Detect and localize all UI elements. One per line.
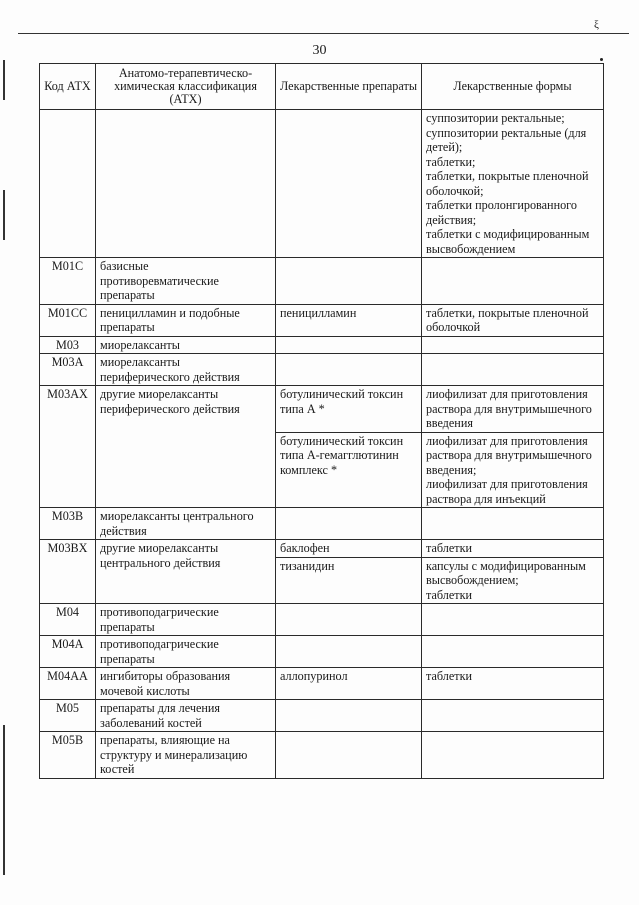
atx-class bbox=[96, 304, 276, 336]
drug-name bbox=[276, 508, 422, 540]
atx-code: M03A bbox=[40, 354, 96, 386]
class-line: препараты bbox=[100, 651, 155, 666]
form-line: таблетки, покрытые пленочной bbox=[426, 305, 589, 320]
header-code: Код АТХ bbox=[40, 64, 96, 110]
drug-line: тизанидин bbox=[280, 558, 335, 573]
form-line: таблетки пролонгированного bbox=[426, 198, 577, 212]
form-line: оболочкой bbox=[426, 320, 481, 334]
table-row bbox=[40, 508, 604, 540]
dosage-forms bbox=[422, 386, 604, 433]
margin-mark-top bbox=[3, 60, 5, 100]
dosage-forms bbox=[422, 700, 604, 732]
drug-line: ботулинический токсин bbox=[280, 387, 404, 401]
margin-mark-bottom bbox=[3, 725, 5, 875]
form-line: раствора для внутримышечного bbox=[426, 401, 592, 416]
table-header-row bbox=[40, 64, 604, 110]
atx-class bbox=[96, 732, 276, 779]
form-line: введения; bbox=[426, 462, 477, 477]
table-row bbox=[40, 336, 604, 354]
page-number: 30 bbox=[312, 43, 327, 58]
class-line bbox=[100, 111, 271, 126]
drug-name bbox=[276, 557, 422, 604]
drug-name bbox=[276, 604, 422, 636]
form-line bbox=[426, 509, 599, 524]
table-row bbox=[40, 354, 604, 386]
header-forms: Лекарственные формы bbox=[422, 64, 604, 110]
class-line: препараты bbox=[100, 619, 155, 634]
table-row bbox=[40, 258, 604, 305]
atx-class bbox=[96, 508, 276, 540]
atx-code: M04AA bbox=[40, 668, 96, 700]
atx-code: M04 bbox=[40, 604, 96, 636]
drug-line: типа А * bbox=[280, 401, 325, 416]
drug-line bbox=[280, 259, 417, 274]
atx-code: M05B bbox=[40, 732, 96, 779]
dosage-forms bbox=[422, 557, 604, 604]
form-line: раствора для инъекций bbox=[426, 491, 546, 506]
class-line: ингибиторы образования bbox=[100, 669, 231, 683]
drug-name bbox=[276, 732, 422, 779]
drug-line bbox=[280, 355, 417, 370]
class-line: миорелаксанты центрального bbox=[100, 509, 254, 523]
atx-code: M01C bbox=[40, 258, 96, 305]
dosage-forms bbox=[422, 110, 604, 258]
class-line: препараты для лечения bbox=[100, 701, 221, 715]
dosage-forms bbox=[422, 508, 604, 540]
form-line: таблетки bbox=[426, 541, 473, 555]
form-line bbox=[426, 733, 599, 748]
class-line: мочевой кислоты bbox=[100, 683, 190, 698]
atx-class bbox=[96, 110, 276, 258]
corner-mark: ξ bbox=[594, 19, 599, 31]
drug-line bbox=[280, 509, 417, 524]
drug-line bbox=[280, 701, 417, 716]
class-line: заболеваний костей bbox=[100, 715, 202, 730]
class-line: базисные bbox=[100, 259, 149, 273]
form-line: таблетки с модифицированным bbox=[426, 227, 590, 241]
atx-class bbox=[96, 336, 276, 354]
table-row bbox=[40, 732, 604, 779]
drug-name bbox=[276, 336, 422, 354]
form-line: действия; bbox=[426, 212, 477, 227]
drug-name bbox=[276, 110, 422, 258]
atx-class bbox=[96, 700, 276, 732]
form-line bbox=[426, 605, 599, 620]
atx-class bbox=[96, 386, 276, 508]
form-line: суппозитории ректальные (для bbox=[426, 125, 587, 140]
header-class: Анатомо-терапевтическо-химическая классификация (АТХ) bbox=[96, 64, 276, 110]
dosage-forms bbox=[422, 732, 604, 779]
table-row bbox=[40, 540, 604, 558]
drug-line bbox=[280, 605, 417, 620]
table-row bbox=[40, 636, 604, 668]
class-line: противоподагрические bbox=[100, 637, 219, 651]
table-row bbox=[40, 110, 604, 258]
atx-code: M03 bbox=[40, 336, 96, 354]
atx-code: M04A bbox=[40, 636, 96, 668]
class-line: структуру и минерализацию bbox=[100, 747, 248, 762]
form-line: капсулы с модифицированным bbox=[426, 558, 586, 573]
form-line: таблетки bbox=[426, 587, 473, 602]
drug-name bbox=[276, 668, 422, 700]
form-line: введения bbox=[426, 416, 473, 430]
atx-class bbox=[96, 258, 276, 305]
form-line: таблетки bbox=[426, 669, 473, 683]
class-line: другие миорелаксанты bbox=[100, 387, 219, 401]
form-line: лиофилизат для приготовления bbox=[426, 477, 588, 491]
class-line: противоподагрические bbox=[100, 605, 219, 619]
class-line: периферического действия bbox=[100, 401, 240, 416]
atx-code: M01CC bbox=[40, 304, 96, 336]
dosage-forms bbox=[422, 604, 604, 636]
class-line: миорелаксанты bbox=[100, 337, 180, 352]
drug-line bbox=[280, 733, 417, 748]
drug-line: аллопуринол bbox=[280, 669, 348, 683]
class-line: препараты bbox=[100, 288, 155, 302]
header-rule bbox=[18, 33, 629, 34]
drug-name bbox=[276, 354, 422, 386]
form-line: оболочкой; bbox=[426, 183, 484, 198]
atx-class bbox=[96, 354, 276, 386]
class-line: другие миорелаксанты bbox=[100, 541, 219, 555]
form-line: детей); bbox=[426, 140, 463, 154]
drug-name bbox=[276, 540, 422, 558]
atx-code: M03AX bbox=[40, 386, 96, 508]
atx-class bbox=[96, 636, 276, 668]
class-line: препараты, влияющие на bbox=[100, 733, 230, 747]
margin-mark-mid bbox=[3, 190, 5, 240]
class-line: периферического действия bbox=[100, 369, 240, 384]
atx-code: M03BX bbox=[40, 540, 96, 604]
class-line: действия bbox=[100, 523, 147, 538]
table-body bbox=[40, 110, 604, 779]
drug-name bbox=[276, 258, 422, 305]
form-line bbox=[426, 259, 599, 274]
drug-line: типа А-гемагглютинин bbox=[280, 448, 399, 462]
atx-class bbox=[96, 668, 276, 700]
drug-name bbox=[276, 432, 422, 508]
dosage-forms bbox=[422, 258, 604, 305]
form-line: суппозитории ректальные; bbox=[426, 111, 565, 125]
class-line: центрального действия bbox=[100, 555, 221, 570]
form-line bbox=[426, 338, 599, 353]
table-row bbox=[40, 668, 604, 700]
dosage-forms bbox=[422, 432, 604, 508]
form-line: лиофилизат для приготовления bbox=[426, 433, 588, 448]
table-row bbox=[40, 700, 604, 732]
header-drugs: Лекарственные препараты bbox=[276, 64, 422, 110]
dosage-forms bbox=[422, 540, 604, 558]
class-line: пеницилламин и подобные bbox=[100, 305, 240, 320]
drug-name bbox=[276, 386, 422, 433]
drug-line: комплекс * bbox=[280, 462, 338, 477]
dosage-forms bbox=[422, 304, 604, 336]
atx-class bbox=[96, 604, 276, 636]
form-line bbox=[426, 701, 599, 716]
table-row bbox=[40, 604, 604, 636]
atx-class bbox=[96, 540, 276, 604]
form-line: лиофилизат для приготовления bbox=[426, 387, 588, 401]
drug-line bbox=[280, 111, 417, 126]
form-line: раствора для внутримышечного bbox=[426, 448, 592, 462]
table-row bbox=[40, 304, 604, 336]
form-line bbox=[426, 355, 599, 370]
form-line: таблетки, покрытые пленочной bbox=[426, 169, 589, 183]
atx-code: M05 bbox=[40, 700, 96, 732]
drug-line bbox=[280, 637, 417, 652]
drug-name bbox=[276, 304, 422, 336]
class-line: противоревматические bbox=[100, 273, 219, 288]
class-line: препараты bbox=[100, 320, 155, 334]
dosage-forms bbox=[422, 354, 604, 386]
drug-name bbox=[276, 700, 422, 732]
atx-table bbox=[39, 63, 604, 779]
drug-line: ботулинический токсин bbox=[280, 433, 404, 448]
dosage-forms bbox=[422, 636, 604, 668]
drug-line: баклофен bbox=[280, 541, 330, 555]
drug-name bbox=[276, 636, 422, 668]
dosage-forms bbox=[422, 336, 604, 354]
class-line: костей bbox=[100, 762, 135, 776]
form-line: высвобождением; bbox=[426, 573, 519, 587]
form-line: высвобождением bbox=[426, 241, 516, 256]
form-line: таблетки; bbox=[426, 154, 476, 169]
form-line bbox=[426, 637, 599, 652]
drug-line bbox=[280, 338, 417, 353]
table-row bbox=[40, 386, 604, 433]
atx-code: M03B bbox=[40, 508, 96, 540]
class-line: миорелаксанты bbox=[100, 355, 180, 369]
atx-code bbox=[40, 110, 96, 258]
dosage-forms bbox=[422, 668, 604, 700]
drug-line: пеницилламин bbox=[280, 305, 357, 320]
